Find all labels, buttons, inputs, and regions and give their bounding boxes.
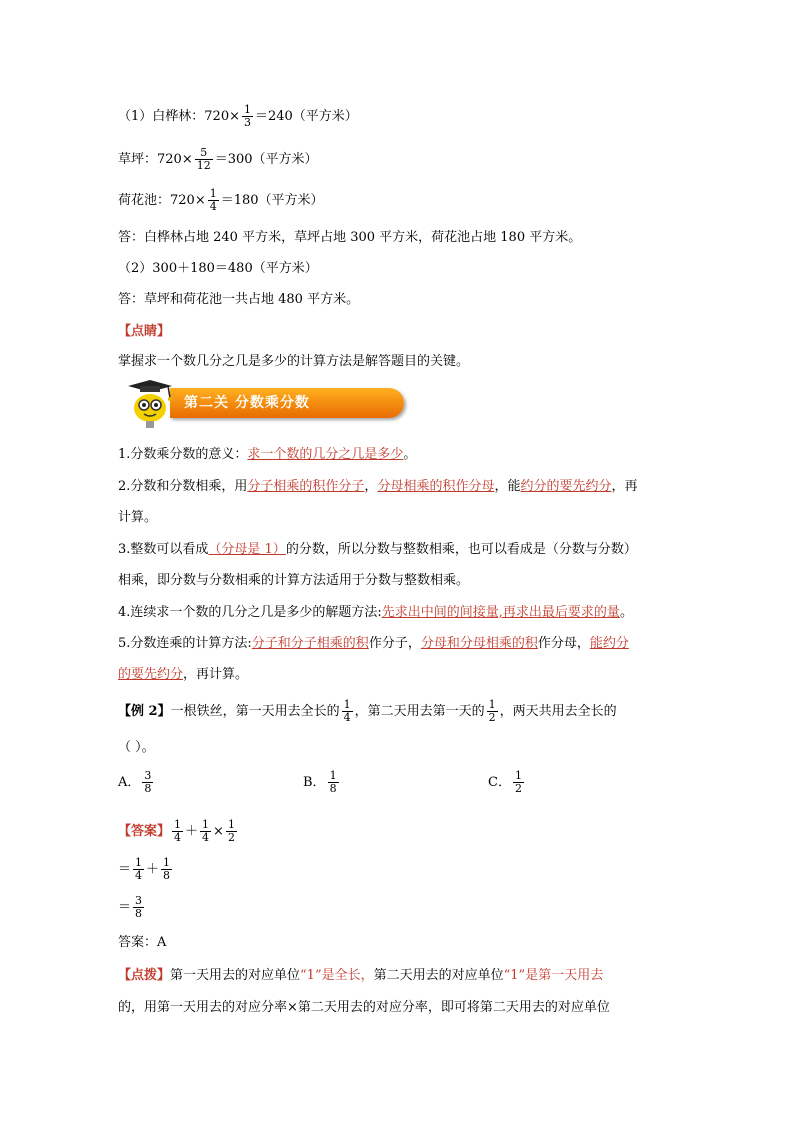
example-blank: （ ）。 [118,740,155,755]
text: （1）白桦林：720× [118,109,240,124]
point-3: 3.整数可以看成（分母是 1）的分数，所以分数与整数相乘，也可以看成是（分数与分数） [118,542,637,557]
mascot-icon [122,380,178,430]
key-point-heading: 【点睛】 [118,324,171,339]
final-answer: 答案：A [118,935,167,950]
section-banner [122,380,412,426]
point-5-cont: 的要先约分，再计算。 [118,667,249,682]
text: 草坪：720× [118,152,193,167]
example-question: 【例 2】一根铁丝，第一天用去全长的 $\frac{1}{4}$ ，第二天用去第一天的 $\frac{1}{2}$ ，两天共用去全长的 [118,698,617,724]
option-b: B． $\frac{1}{8}$ [303,769,337,795]
option-a: A． $\frac{3}{8}$ [118,769,152,795]
option-c: C． $\frac{1}{2}$ [488,769,522,795]
key-point-text: 掌握求一个数几分之几是多少的计算方法是解答题目的关键。 [118,354,470,369]
point-1: 1.分数乘分数的意义：求一个数的几分之几是多少。 [118,447,417,462]
point-2-cont: 计算。 [118,510,158,525]
point-4: 4.连续求一个数的几分之几是多少的解题方法:先求出中间的间接量,再求出最后要求的量。 [118,605,633,620]
answer-line-2: 答：草坪和荷花池一共占地 480 平方米。 [118,292,360,307]
text: ＝180（平方米） [220,193,324,208]
text: ＝300（平方米） [214,152,318,167]
point-2: 2.分数和分数相乘，用分子相乘的积作分子，分母相乘的积作分母，能约分的要先约分，再 [118,479,638,494]
solution-line-2 [118,145,318,175]
fraction: $\frac{5}{12}$ [196,146,211,172]
answer-step-1: 【答案】 $\frac{1}{4}$ ＋ $\frac{1}{4}$ × $\frac{1}{2}$ [118,818,235,844]
answer-line-1: 答：白桦林占地 240 平方米，草坪占地 300 平方米，荷花池占地 180 平方米。 [118,230,582,245]
fraction: $\frac{1}{3}$ [243,103,251,129]
tip-line-2: 的，用第一天用去的对应分率×第二天用去的对应分率，即可将第二天用去的对应单位 [118,1000,610,1015]
answer-step-2: ＝ $\frac{1}{4}$ ＋ $\frac{1}{8}$ [118,856,171,882]
point-5: 5.分数连乘的计算方法:分子和分子相乘的积作分子，分母和分母相乘的积作分母，能约分 [118,636,629,651]
solution-line-4: （2）300＋180＝480（平方米） [118,261,318,276]
tip-line-1: 【点拨】第一天用去的对应单位“1”是全长，第二天用去的对应单位“1”是第一天用去 [118,968,604,983]
answer-step-3: ＝ $\frac{3}{8}$ [118,894,143,920]
text: ＝240（平方米） [254,109,358,124]
solution-line-3 [118,186,324,216]
fraction: $\frac{1}{4}$ [209,187,217,213]
solution-line-1 [118,102,358,132]
text: 荷花池：720× [118,193,206,208]
point-3-cont: 相乘，即分数与分数相乘的计算方法适用于分数与整数相乘。 [118,573,470,588]
banner-title: 第二关 分数乘分数 [184,395,310,411]
